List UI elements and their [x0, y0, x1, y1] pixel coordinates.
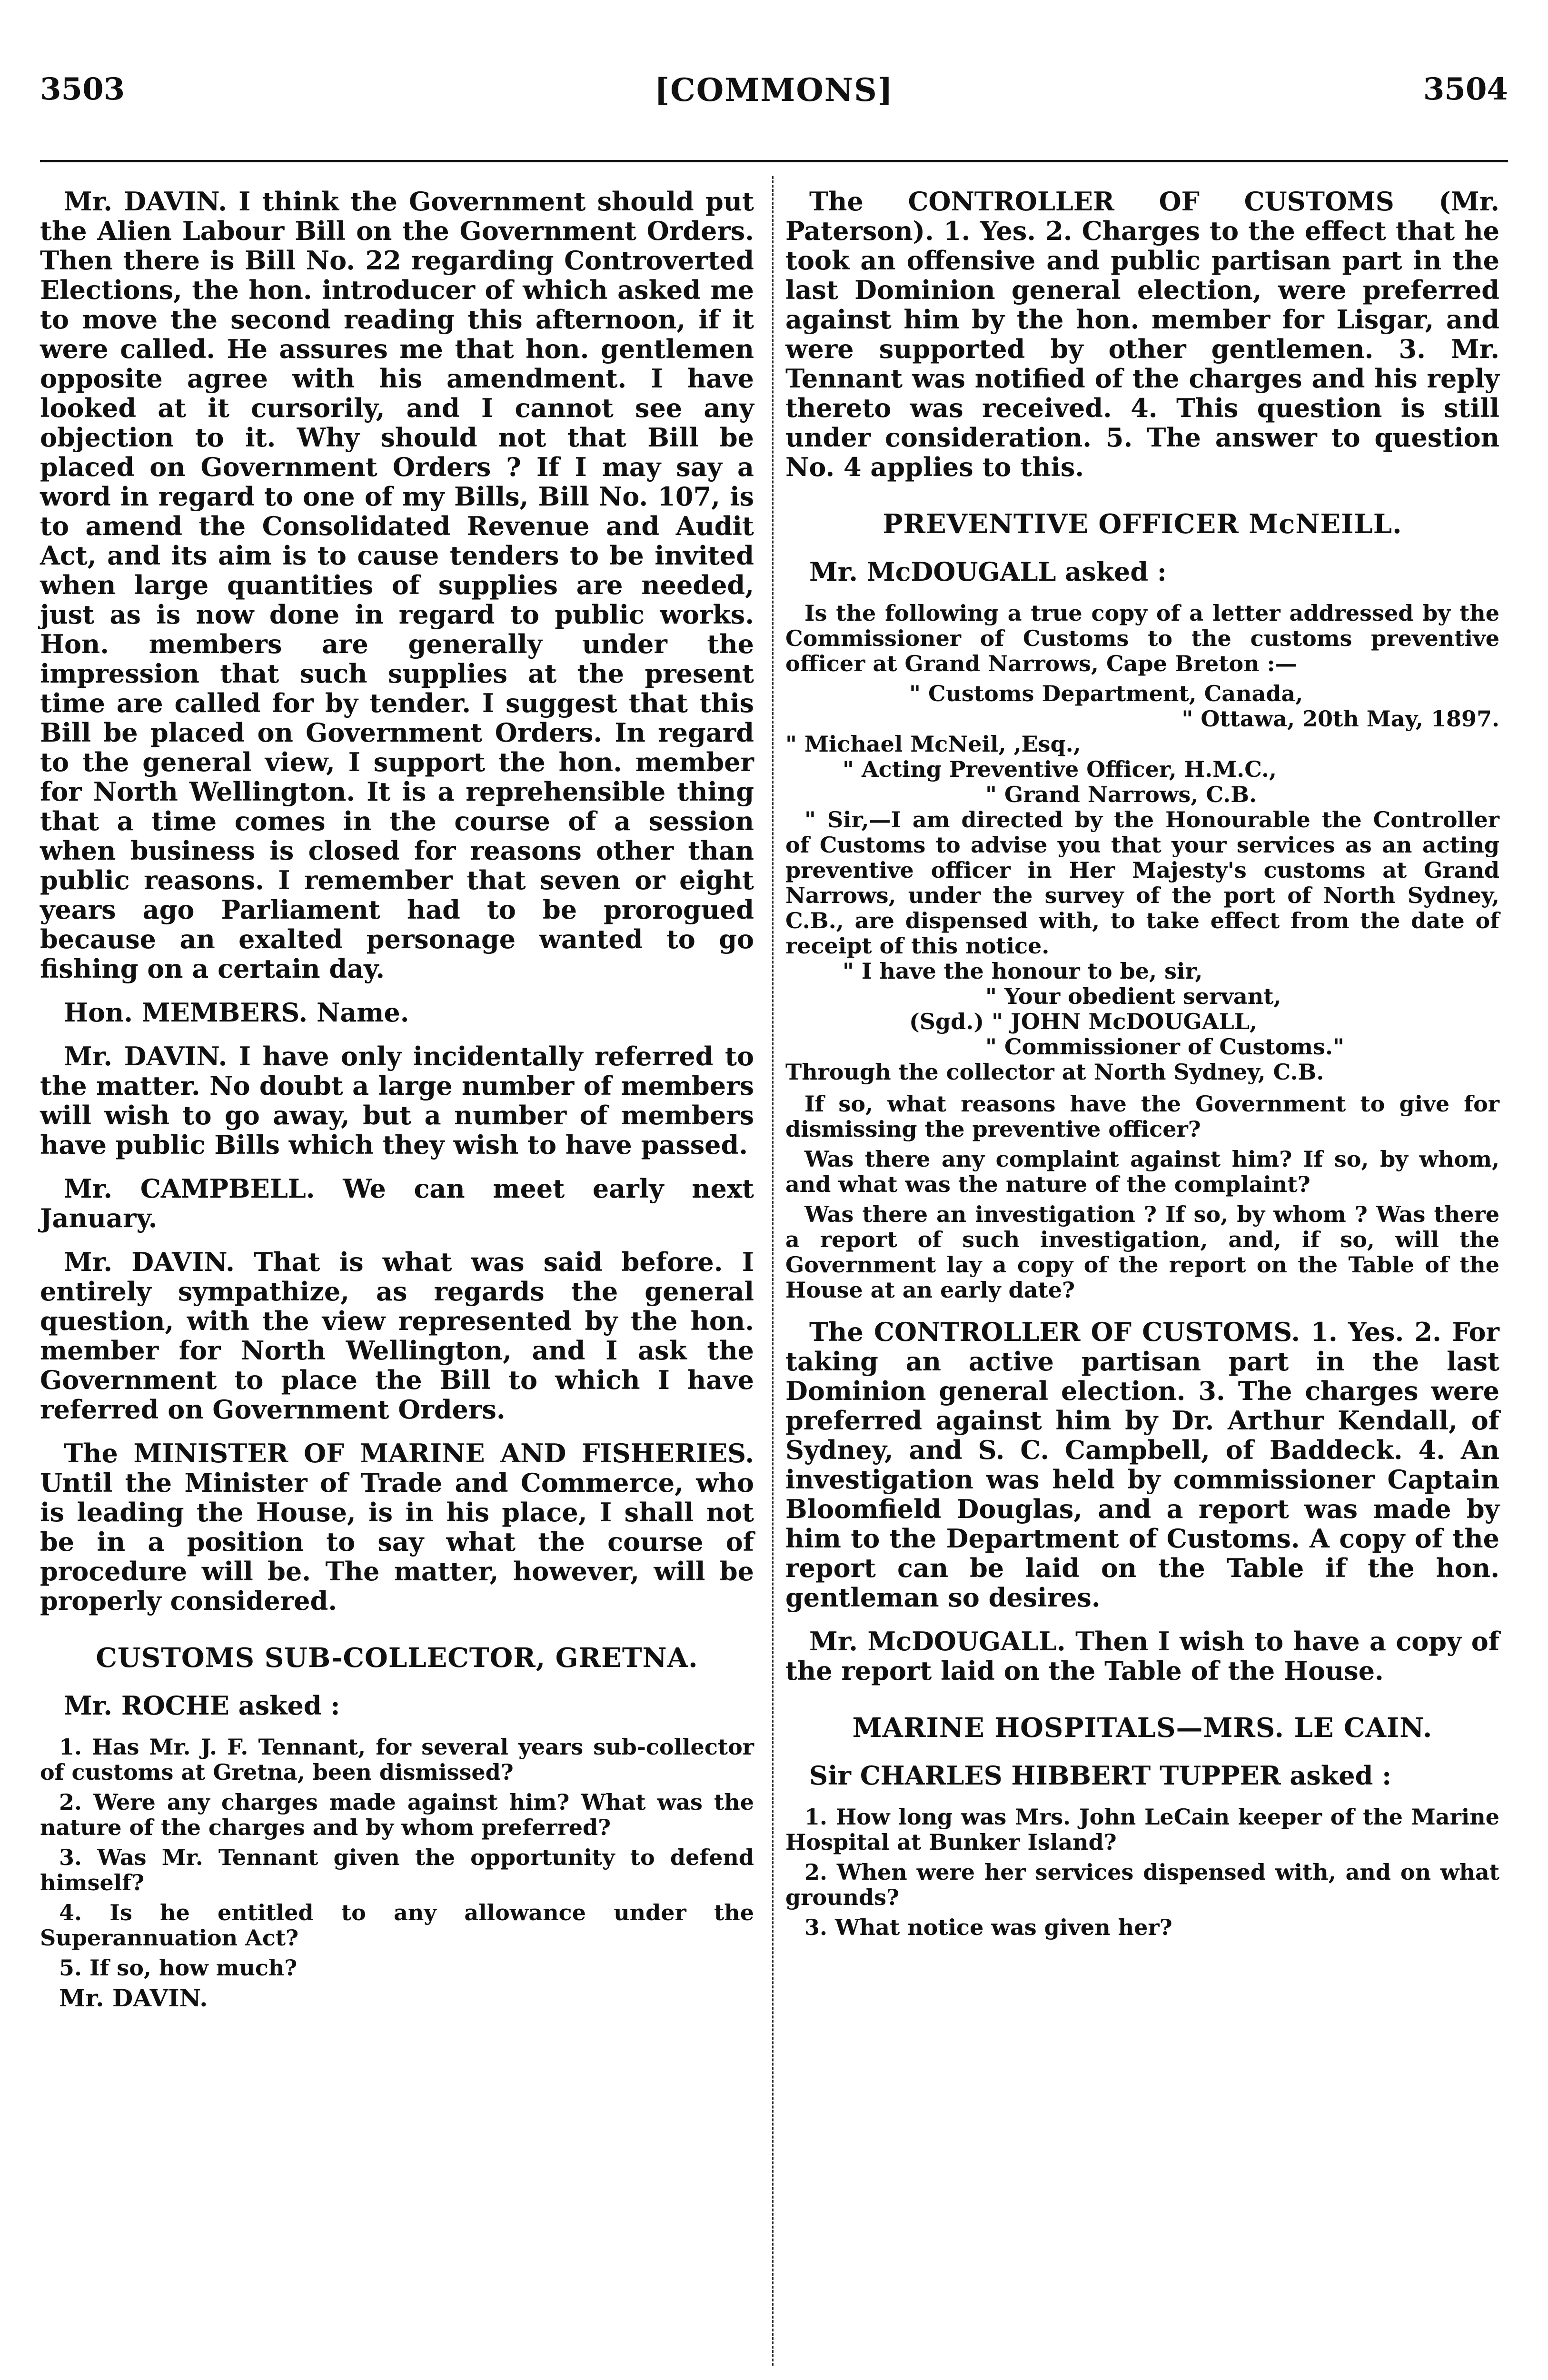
- letter-line: " Commissioner of Customs.": [985, 1034, 1344, 1060]
- section-heading: MARINE HOSPITALS—MRS. LE CAIN.: [852, 1712, 1433, 1744]
- page-header: [40, 71, 1508, 129]
- paragraph: Mr. CAMPBELL. We can meet early next January.: [40, 1173, 754, 1233]
- paragraph: Mr. McDOUGALL. Then I wish to have a copy of the report laid on the Table of the House.: [785, 1626, 1499, 1686]
- paragraph: Mr. DAVIN. That is what was said before. I entirely sympathize, as regards the general question, with the view represented by the hon. member for North Wellington, and I ask the Government to place the Bill to which I have referred on Government Orders.: [40, 1247, 754, 1425]
- letter-line: " I have the honour to be, sir,: [843, 958, 1203, 984]
- right-column: [785, 187, 1499, 1945]
- letter-line: " Your obedient servant,: [985, 983, 1281, 1009]
- letter-line: " Michael McNeil, ,Esq.,: [785, 731, 1081, 757]
- paragraph: The CONTROLLER OF CUSTOMS. 1. Yes. 2. For taking an active partisan part in the last Dominion general election. 3. The charges were preferred against him by Dr. Arthur Kendall, of Sydney, and S. C. Campbell, of Baddeck. 4. An investigation was held by commissioner Captain Bloomfield Douglas, and a report was made by him to the Department of Customs. A copy of the report can be laid on the Table if the hon. gentleman so desires.: [785, 1317, 1499, 1613]
- paragraph: The MINISTER OF MARINE AND FISHERIES. Until the Minister of Trade and Commerce, who is leading the House, is in his place, I shall not be in a position to say what the course of procedure will be. The matter, however, will be properly considered.: [40, 1438, 754, 1616]
- letter-line: (Sgd.) " JOHN McDOUGALL,: [909, 1009, 1258, 1034]
- letter-line: " Grand Narrows, C.B.: [985, 782, 1257, 807]
- question-item: 4. Is he entitled to any allowance under the Superannuation Act?: [40, 1900, 754, 1951]
- letter-line: " Ottawa, 20th May, 1897.: [1181, 706, 1499, 732]
- letter-line: " Acting Preventive Officer, H.M.C.,: [843, 756, 1277, 782]
- header-rule: [40, 160, 1508, 162]
- question-item: 2. When were her services dispensed with, and on what grounds?: [785, 1859, 1499, 1910]
- paragraph: Mr. DAVIN. I think the Government should put the Alien Labour Bill on the Government Orders. Then there is Bill No. 22 regarding Controverted Elections, the hon. introducer of which asked me to move the second reading this afternoon, if it were called. He assures me that hon. gentlemen opposite agree with his amendment. I have looked at it cursorily, and I cannot see any objection to it. Why should not that Bill be placed on Government Orders ? If I may say a word in regard to one of my Bills, Bill No. 107, is to amend the Consolidated Revenue and Audit Act, and its aim is to cause tenders to be invited when large quantities of supplies are needed, just as is now done in regard to public works. Hon. members are generally under the impression that such supplies at the present time are called for by tender. I suggest that this Bill be placed on Government Orders. In regard to the general view, I support the hon. member for North Wellington. It is a reprehensible thing that a time comes in the course of a session when business is closed for reasons other than public reasons. I remember that seven or eight years ago Parliament had to be prorogued because an exalted personage wanted to go fishing on a certain day.: [40, 186, 754, 984]
- column-divider: [772, 176, 774, 2366]
- paragraph: Mr. DAVIN. I have only incidentally referred to the matter. No doubt a large number of members will wish to go away, but a number of members have public Bills which they wish to have passed.: [40, 1041, 754, 1160]
- paragraph: The CONTROLLER OF CUSTOMS (Mr. Paterson). 1. Yes. 2. Charges to the effect that he took an offensive and public partisan part in the last Dominion general election, were preferred against him by the hon. member for Lisgar, and were supported by other gentlemen. 3. Mr. Tennant was notified of the charges and his reply thereto was received. 4. This question is still under consideration. 5. The answer to question No. 4 applies to this.: [785, 186, 1499, 482]
- quoted-letter: [785, 681, 1499, 1085]
- question-item: 1. How long was Mrs. John LeCain keeper of the Marine Hospital at Bunker Island?: [785, 1804, 1499, 1855]
- speaker-line: Mr. DAVIN.: [59, 1984, 208, 2012]
- question-intro: Is the following a true copy of a letter addressed by the Commissioner of Customs to the customs preventive officer at Grand Narrows, Cape Breton :—: [785, 600, 1499, 676]
- asked-line: Mr. ROCHE asked :: [64, 1690, 340, 1721]
- question-item: 5. If so, how much?: [59, 1955, 298, 1981]
- letter-line: " Customs Department, Canada,: [909, 681, 1303, 706]
- right-page-number: 3504: [1423, 71, 1508, 107]
- question-item: 3. Was Mr. Tennant given the opportunity to defend himself?: [40, 1844, 754, 1895]
- section-heading: PREVENTIVE OFFICER McNEILL.: [883, 508, 1402, 540]
- asked-line: Sir CHARLES HIBBERT TUPPER asked :: [809, 1760, 1392, 1791]
- question-item: 3. What notice was given her?: [804, 1914, 1172, 1940]
- left-column: [40, 187, 754, 2015]
- question-item: Was there an investigation ? If so, by whom ? Was there a report of such investigation, and, if so, will the Government lay a copy of the report on the Table of the House at an early date?: [785, 1201, 1499, 1303]
- letter-line: Through the collector at North Sydney, C.B.: [785, 1059, 1324, 1085]
- left-page-number: 3503: [40, 71, 125, 107]
- section-heading: CUSTOMS SUB-COLLECTOR, GRETNA.: [96, 1642, 698, 1674]
- running-title: [COMMONS]: [654, 71, 894, 109]
- question-item: Was there any complaint against him? If so, by whom, and what was the nature of the complaint?: [785, 1146, 1499, 1197]
- question-item: 2. Were any charges made against him? What was the nature of the charges and by whom preferred?: [40, 1789, 754, 1840]
- letter-body: " Sir,—I am directed by the Honourable the Controller of Customs to advise you that your services as an acting preventive officer in Her Majesty's customs at Grand Narrows, under the survey of the port of North Sydney, C.B., are dispensed with, to take effect from the date of receipt of this notice.: [785, 807, 1499, 959]
- asked-line: Mr. McDOUGALL asked :: [809, 556, 1167, 587]
- question-item: If so, what reasons have the Government to give for dismissing the preventive officer?: [785, 1091, 1499, 1142]
- question-item: 1. Has Mr. J. F. Tennant, for several years sub-collector of customs at Gretna, been dismissed?: [40, 1734, 754, 1785]
- paragraph: Hon. MEMBERS. Name.: [64, 997, 409, 1028]
